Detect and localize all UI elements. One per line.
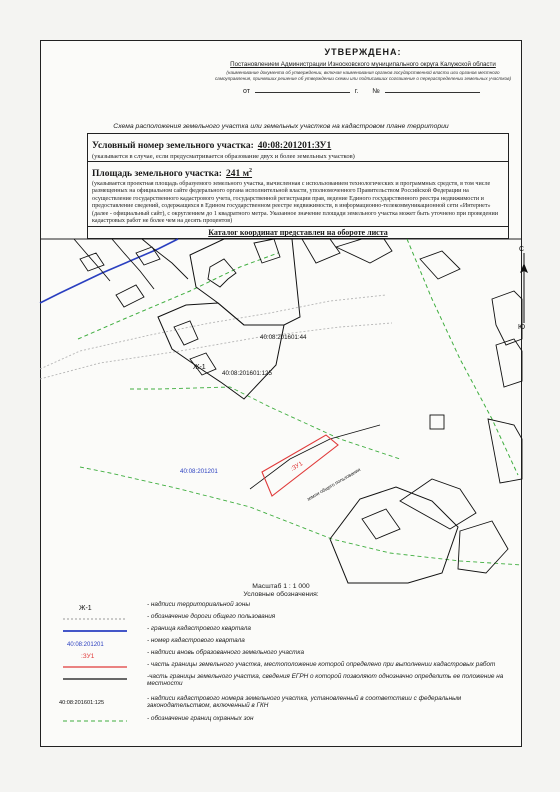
approval-from-label: от	[243, 88, 250, 95]
label-parcel-125: 40:08:201601:125	[222, 370, 272, 377]
legend-item-new-parcel: :ЗУ1 - надписи вновь образованного земельного участка	[81, 649, 304, 660]
parcel-201601-125	[158, 303, 284, 399]
legend-item-quarter-number: 40:08:201201 - номер кадастрового квартала	[67, 637, 245, 648]
parcel-outline	[492, 291, 522, 345]
label-zone: Ж-1	[193, 364, 206, 371]
small-building	[430, 415, 444, 429]
building-outline	[116, 285, 144, 307]
road-edge-line	[250, 425, 380, 489]
legend-item-black-boundary: -часть границы земельного участка, сведения ЕГРН о которой позволяют однозначно определить ее положение на местности	[147, 673, 504, 688]
parcel-area-value: 241 $м^2$	[225, 167, 253, 179]
svg-text:40:08:201201: 40:08:201201	[67, 642, 104, 648]
building-outline	[420, 251, 460, 279]
scheme-title: Схема расположения земельного участка или земельных участков на кадастровом плане территории	[113, 123, 449, 130]
parcel-line	[74, 239, 110, 281]
legend-item-quarter-boundary: - граница кадастрового квартала	[147, 625, 251, 632]
parcel-outline	[330, 487, 458, 583]
protection-zone-line-south	[80, 467, 522, 565]
legend-item-cadastral-number: 40:08:201601:125 - надписи кадастрового номера земельного участка, установленный в соответствии с федеральным законодательством, включенный в ГКН	[59, 695, 462, 710]
svg-text::ЗУ1: :ЗУ1	[81, 653, 95, 660]
label-quarter: 40:08:201201	[180, 468, 218, 475]
parcel-area-label: Площадь земельного участка:	[92, 169, 222, 179]
building-outline	[254, 239, 280, 263]
legend-item-zone: Ж-1 - надписи территориальной зоны	[79, 601, 251, 612]
parcel-info-table	[87, 133, 509, 239]
legend-item-road: - обозначение дороги общего пользования	[147, 613, 276, 620]
catalog-note: Каталог координат представлен на обороте листа	[208, 228, 388, 238]
approval-title: УТВЕРЖДЕНА:	[324, 47, 402, 57]
parcel-outline	[336, 239, 392, 263]
cadastral-map	[40, 239, 526, 583]
north-arrow	[518, 246, 528, 331]
parcel-outline	[400, 479, 476, 529]
parcel-number-label: Условный номер земельного участка:	[92, 141, 254, 151]
approval-year-label: г.	[354, 88, 359, 95]
parcel-number-row	[88, 134, 508, 162]
legend-title: Условные обозначения:	[243, 591, 319, 598]
parcel-outline	[496, 339, 522, 387]
approval-decree: Постановлением Администрации Износковского муниципального округа Калужской области	[230, 61, 496, 68]
parcel-number-value: 40:08:201201:ЗУ1	[257, 141, 332, 151]
quarter-boundary-line	[40, 239, 178, 303]
protection-zone-line-east	[407, 239, 518, 475]
document-sheet	[40, 40, 526, 747]
building-outline	[80, 253, 104, 271]
approval-note: (наименование документа об утверждении, включая наименования органов государственной власти или органов местного самоуправления, принявших решение об утверждении схемы или подписавших соглашение о перераспределении земельных участков)	[215, 70, 511, 81]
approval-block	[213, 47, 513, 95]
building-outline	[174, 321, 198, 345]
legend	[59, 601, 509, 727]
parcel-201601-44	[190, 239, 300, 325]
catalog-row	[88, 227, 508, 238]
parcel-number-note: (указывается в случае, если предусматривается образование двух и более земельных участков)	[92, 153, 355, 160]
scale-text: Масштаб 1 : 1 000	[252, 583, 310, 590]
parcel-area-row	[88, 162, 508, 227]
approval-date-line	[213, 88, 513, 95]
south-label: Ю	[518, 324, 526, 331]
building-outline	[208, 259, 236, 287]
protection-zone-line	[78, 253, 278, 339]
svg-text:40:08:201601:125: 40:08:201601:125	[59, 700, 105, 706]
label-parcel-44: 40:08:201601:44	[260, 334, 307, 341]
road-line	[40, 295, 386, 369]
protection-zone-line-mid	[130, 387, 400, 459]
label-road: земли общего пользования	[306, 467, 362, 503]
svg-text:Ж-1: Ж-1	[79, 605, 92, 612]
building-outline	[362, 509, 400, 539]
legend-item-protection-zone: - обозначение границ охранных зон	[147, 715, 254, 722]
parcel-area-note: (указывается проектная площадь образуемого земельного участка, вычисленная с использованием технологических и программных средств, в том числе размещенных на официальном сайте федерального органа исполнительной власти, уполномоченного Правительством Российской Федерации на осуществление государственного кадастрового учета, государственной регистрации прав, ведение Единого государственного реестра недвижимости и предоставление сведений, содержащихся в Едином государственном реестре недвижимости, в информационно-телекоммуникационной сети «Интернет» (далее - официальный сайт), с округлением до 1 квадратного метра. Указанное значение площади земельного участка может быть уточнено при проведении кадастровых работ не более чем на десять процентов)	[92, 181, 498, 225]
parcel-outline	[458, 521, 508, 573]
label-new-parcel: :ЗУ1	[289, 460, 305, 473]
parcel-outline	[302, 239, 340, 263]
approval-number-label: №	[372, 88, 380, 95]
road-line-2	[40, 323, 392, 379]
legend-item-red-boundary: - часть границы земельного участка, местоположение которой определено при выполнении кадастровых работ	[147, 661, 496, 668]
north-label: С	[519, 246, 525, 253]
